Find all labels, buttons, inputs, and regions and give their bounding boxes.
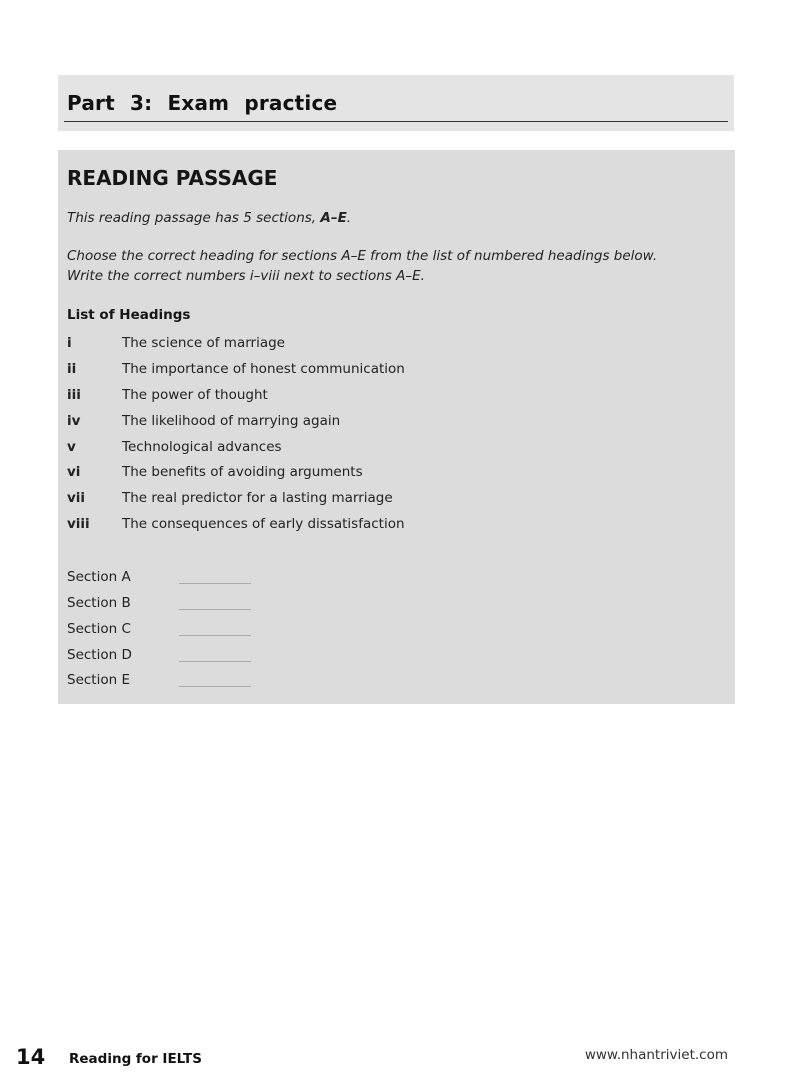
section-row-a [67,569,131,591]
heading-text: The benefits of avoiding arguments [122,464,363,480]
heading-number: viii [67,516,90,532]
section-row-d [67,647,132,669]
website-url: www.nhantriviet.com [584,1047,728,1063]
answer-blank[interactable] [179,635,251,636]
answer-blank[interactable] [179,583,251,584]
heading-number: iii [67,387,81,403]
section-label: Section C [67,621,131,637]
heading-number: v [67,439,76,455]
passage-intro-end: . [346,210,352,226]
page-number: 14 [16,1045,46,1069]
answer-blank[interactable] [179,609,251,610]
section-label: Section D [67,647,132,663]
passage-intro-text: This reading passage has 5 sections, [67,210,321,226]
passage-title: READING PASSAGE [67,166,278,190]
section-label: Section A [67,569,131,585]
heading-number: ii [67,361,77,377]
answer-blank[interactable] [179,686,251,687]
passage-intro-range: A–E [320,210,347,226]
heading-text: The likelihood of marrying again [122,413,341,429]
heading-text: The real predictor for a lasting marriage [122,490,393,506]
heading-text: The importance of honest communication [122,361,405,377]
instruction-line-2: Write the correct numbers i–viii next to sections A–E. [67,268,425,284]
part-title: Part 3: Exam practice [67,91,338,115]
passage-intro [67,210,351,226]
book-title: Reading for IELTS [69,1051,202,1067]
heading-number: i [67,335,72,351]
instruction-line-1: Choose the correct heading for sections A–E from the list of numbered headings below. [67,248,658,264]
section-row-e [67,672,130,694]
heading-text: The consequences of early dissatisfaction [122,516,405,532]
section-label: Section E [67,672,130,688]
section-row-c [67,621,131,643]
heading-text: Technological advances [122,439,282,455]
heading-text: The power of thought [122,387,268,403]
answer-blank[interactable] [179,661,251,662]
heading-number: iv [67,413,81,429]
heading-number: vi [67,464,81,480]
heading-text: The science of marriage [122,335,285,351]
part-divider [64,121,728,122]
heading-number: vii [67,490,86,506]
list-of-headings-title: List of Headings [67,307,191,323]
section-row-b [67,595,131,617]
section-label: Section B [67,595,131,611]
